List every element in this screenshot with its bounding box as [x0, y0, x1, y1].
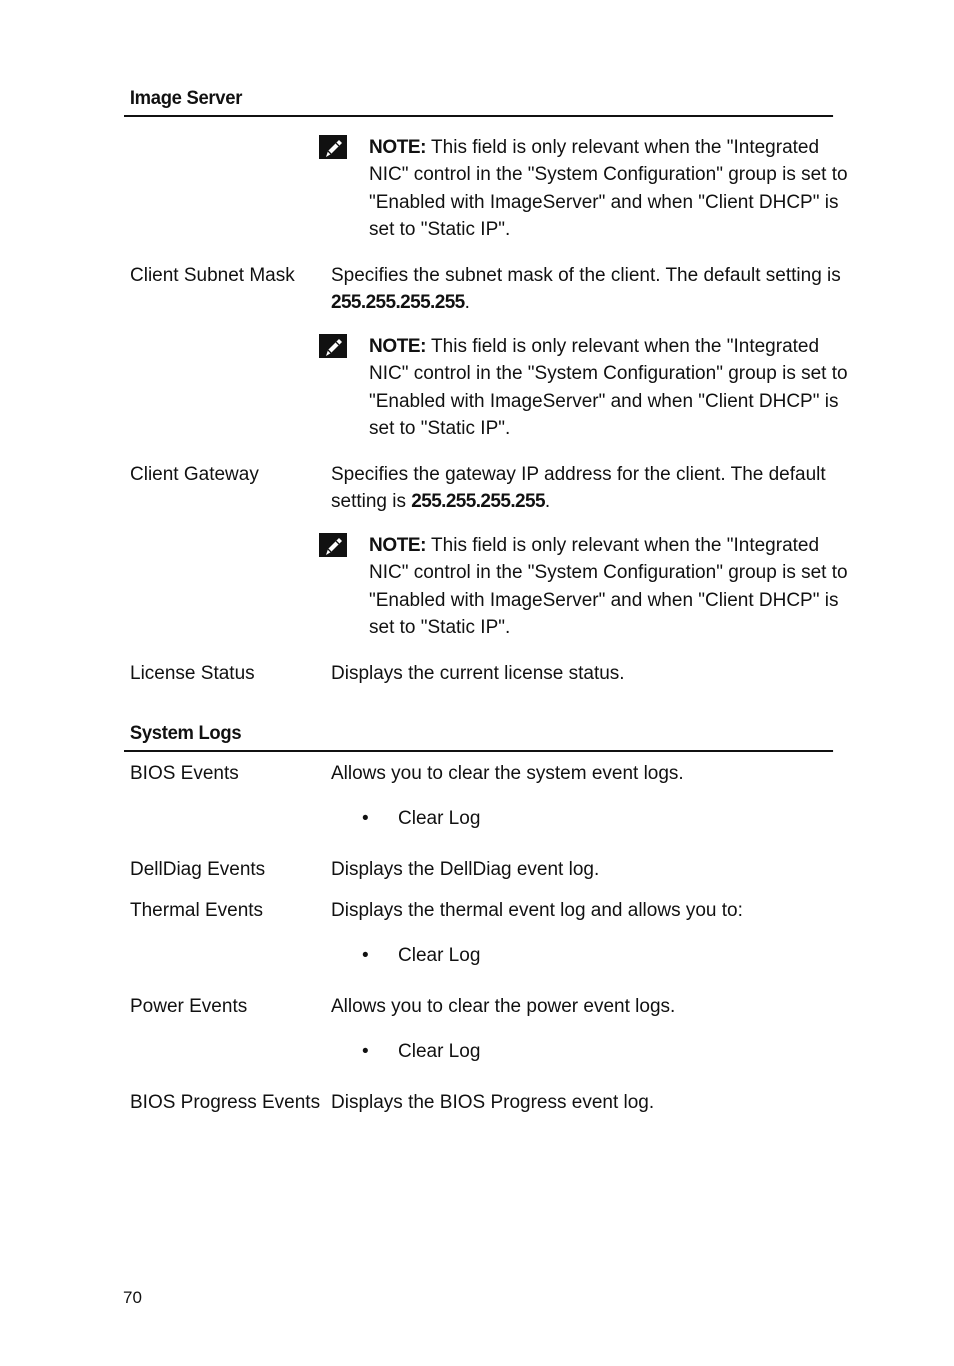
desc-license-status: Displays the current license status.	[331, 663, 625, 684]
bullet-text: Clear Log	[398, 945, 481, 966]
desc-bios-progress-events: Displays the BIOS Progress event log.	[331, 1092, 655, 1113]
note-text	[369, 134, 859, 243]
desc-power-events: Allows you to clear the power event logs.	[331, 996, 676, 1017]
note-text	[369, 532, 859, 641]
term-power-events: Power Events	[130, 996, 248, 1017]
desc-client-subnet-mask: Specifies the subnet mask of the client. The default setting is 255.255.255.255.	[331, 265, 841, 313]
page-number: 70	[123, 1288, 142, 1307]
term-license-status: License Status	[130, 663, 255, 684]
term-client-gateway: Client Gateway	[130, 464, 259, 485]
term-bios-progress-events: BIOS Progress Events	[130, 1092, 321, 1113]
note-body: This field is only relevant when the "Integrated NIC" control in the "System Configuration" group is set to "Enabled with ImageServer" and when "Client DHCP" is set to "Static IP".	[369, 137, 848, 240]
desc-client-gateway: Specifies the gateway IP address for the client. The default setting is 255.255.255.255.	[331, 464, 826, 512]
note-text	[369, 333, 859, 442]
note-label: NOTE:	[369, 137, 427, 158]
default-value: 255.255.255.255	[411, 491, 545, 512]
note-body: This field is only relevant when the "Integrated NIC" control in the "System Configuration" group is set to "Enabled with ImageServer" and when "Client DHCP" is set to "Static IP".	[369, 535, 848, 638]
bullet-dot: •	[362, 808, 369, 829]
term-bios-events: BIOS Events	[130, 763, 239, 784]
term-delldiag-events: DellDiag Events	[130, 859, 266, 880]
pencil-note-icon	[318, 532, 348, 562]
term-thermal-events: Thermal Events	[130, 900, 264, 921]
bullet-text: Clear Log	[398, 808, 481, 829]
note-label: NOTE:	[369, 336, 427, 357]
pencil-note-icon	[318, 134, 348, 164]
note-body: This field is only relevant when the "Integrated NIC" control in the "System Configuration" group is set to "Enabled with ImageServer" and when "Client DHCP" is set to "Static IP".	[369, 336, 848, 439]
default-value: 255.255.255.255	[331, 292, 465, 313]
bullet-dot: •	[362, 945, 369, 966]
term-client-subnet-mask: Client Subnet Mask	[130, 265, 295, 286]
bullet-text: Clear Log	[398, 1041, 481, 1062]
desc-delldiag-events: Displays the DellDiag event log.	[331, 859, 600, 880]
section-heading-system-logs: System Logs	[124, 723, 833, 752]
desc-thermal-events: Displays the thermal event log and allows you to:	[331, 900, 743, 921]
note-label: NOTE:	[369, 535, 427, 556]
desc-bios-events: Allows you to clear the system event logs.	[331, 763, 684, 784]
pencil-note-icon	[318, 333, 348, 363]
section-heading-image-server: Image Server	[124, 88, 833, 117]
bullet-dot: •	[362, 1041, 369, 1062]
